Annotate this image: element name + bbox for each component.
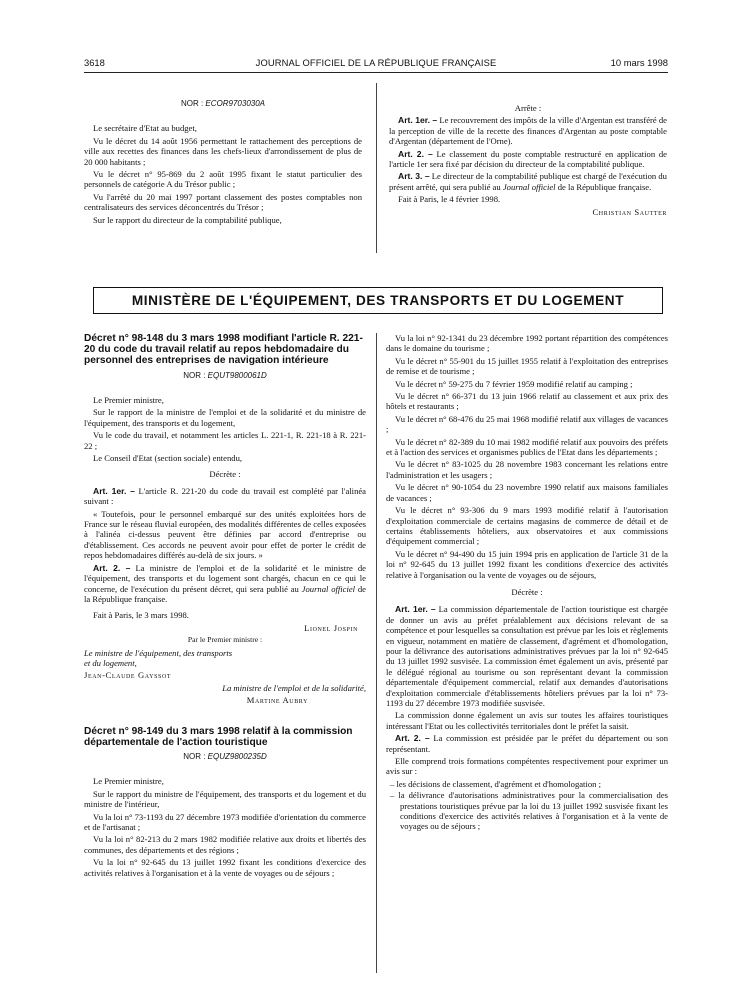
quoted-text: « Toutefois, pour le personnel embarqué sur des unités exploitées hors de France sur le réseau fluvial européen, des modalités différentes de celles exposées à l'alinéa ci-dessus peuvent être définies par accord d'entreprise ou d'établissement. Ces accords ne peuvent avoir pour effet de porter le crédit de repos hebdomadaires différés au-delà de six jours. » [84,508,366,561]
paragraph: Vu le décret n° 68-476 du 25 mai 1968 modifié relatif aux villages de vacances ; [386,413,668,435]
paragraph: Vu le décret n° 83-1025 du 28 novembre 1983 concernant les relations entre l'administration et les usagers ; [386,459,668,480]
paragraph: Sur le rapport de la ministre de l'emploi et de la solidarité et du ministre de l'équipement, des transports et du logement, [84,407,366,428]
minister-title: La ministre de l'emploi et de la solidarité, [222,682,366,693]
column-divider [376,333,377,973]
article-1: Art. 1er. – Le recouvrement des impôts de la ville d'Argentan est transféré de la perception de ville de la recette des finances d'Argentan au poste comptable d'Argentan (département de l'Orne). [389,115,667,147]
issue-date: 10 mars 1998 [610,57,668,68]
signature: Lionel Jospin [304,622,358,633]
ministry-heading: MINISTÈRE DE L'ÉQUIPEMENT, DES TRANSPORTS ET DU LOGEMENT [131,293,625,308]
nor-code: ECOR9703030A [205,99,266,108]
signature: Martine Aubry [246,695,308,706]
paragraph: Le Conseil d'Etat (section sociale) entendu, [93,453,243,464]
decree-title: Décret n° 98-149 du 3 mars 1998 relatif à la commission départementale de l'action touristique [84,725,353,748]
nor-line: NOR : EQUT9800061D [183,370,267,380]
paragraph: Vu le décret n° 59-275 du 7 février 1959 modifié relatif au camping ; [395,378,633,389]
paragraph: Elle comprend trois formations compétentes respectivement pour exprimer un avis sur : [386,756,668,777]
paragraph: Vu la loi n° 92-645 du 13 juillet 1992 fixant les conditions d'exercice des activités relatives à l'organisation et à la vente de voyages ou de séjours ; [84,857,366,878]
journal-title: JOURNAL OFFICIEL DE LA RÉPUBLIQUE FRANÇAISE [255,57,497,68]
ministry-heading-box [93,287,663,314]
bottom-right-column [386,333,668,833]
signature: Jean-Claude Gayssot [84,670,172,681]
paragraph: Vu le code du travail, et notamment les articles L. 221-1, R. 221-18 à R. 221-22 ; [84,430,366,451]
signature: Christian Sautter [592,206,667,217]
article-2: Art. 2. – La commission est présidée par le préfet du département ou son représentant. [386,733,668,754]
paragraph: Vu l'arrêté du 20 mai 1997 portant classement des postes comptables non centralisateurs des services déconcentrés du Trésor ; [84,191,362,213]
signed-date: Fait à Paris, le 4 février 1998. [398,194,501,205]
column-divider [376,83,377,253]
article-1: Art. 1er. – L'article R. 221-20 du code du travail est complété par l'alinéa suivant : [84,485,366,507]
signed-date: Fait à Paris, le 3 mars 1998. [93,610,189,621]
list-item: – la délivrance d'autorisations administratives pour la commercialisation des prestations touristiques prévue par la loi du 13 juillet 1992 susvisée fixant les conditions d'exercice des activités relatives à l'organisation et à la vente de voyages ou de séjours ; [390,790,668,832]
paragraph: Vu le décret n° 93-306 du 9 mars 1993 modifié relatif à l'autorisation d'exploitation commerciale de certains magasins de commerce de détail et de certains établissements hôteliers, aux observatoires et aux commissions d'équipement commercial ; [386,505,668,547]
article-1: Art. 1er. – La commission départementale de l'action touristique est chargée de donner un avis au préfet préalablement aux décisions relevant de sa compétence et pour lesquelles sa consultation est prévue par les lois et règlements en vigueur, notamment en matière de classement, d'agrément et d'homologation, pour la délivrance des autorisations administratives prévues par la loi n° 92-645 du 13 juillet 1992 susvisée. La commission émet également un avis, présenté par le délégué régional au tourisme ou son représentant devant la commission départementale d'équipement commercial, relatif aux demandes d'autorisations d'exploitation commerciale d'établissements hôteliers prévues par la loi n° 73-1193 du 27 décembre 1973 modifiée susvisée. [386,604,668,708]
top-right-column [389,103,667,219]
paragraph: Vu le décret n° 94-490 du 15 juin 1994 pris en application de l'article 31 de la loi n° 92-645 du 13 juillet 1992 fixant les conditions d'exercice des activités relative à l'organisation ou la vente de voyages ou de séjours, [386,548,668,580]
paragraph: Le Premier ministre, [93,395,164,406]
paragraph: Vu le décret n° 66-371 du 13 juin 1966 relatif au classement et aux prix des hôtels et restaurants ; [386,391,668,412]
list-item: – les décisions de classement, d'agrément et d'homologation ; [390,778,601,789]
nor-line: NOR : ECOR9703030A [180,99,266,108]
nor-code: EQUT9800061D [207,370,267,380]
paragraph: Vu le décret n° 82-389 du 10 mai 1982 modifié relatif aux pouvoirs des préfets et à l'action des services et organismes publics de l'Etat dans les départements ; [386,436,668,458]
decree-title: Décret n° 98-148 du 3 mars 1998 modifiant l'article R. 221-20 du code du travail relatif au repos hebdomadaire du personnel des entreprises de navigation intérieure [84,333,363,367]
par-line: Par le Premier ministre : [187,635,263,645]
arrete-heading: Arrête : [514,103,542,113]
paragraph: Sur le rapport du ministre de l'équipement, des transports et du logement et du ministre de l'intérieur, [84,788,366,810]
bottom-left-column [84,333,366,880]
minister-title: Le ministre de l'équipement, des transports et du logement, [84,647,233,668]
paragraph: Vu le décret du 14 août 1956 permettant le rattachement des perceptions de ville aux recettes des finances dans les chefs-lieux d'arrondissement de plus de 20 000 habitants ; [84,135,362,167]
nor-line: NOR : EQUZ9800235D [183,751,267,761]
paragraph: Vu la loi n° 73-1193 du 27 décembre 1973 modifiée d'orientation du commerce et de l'artisanat ; [84,811,366,833]
decrete-heading: Décrète : [511,586,543,597]
page-header [84,57,668,71]
article-2: Art. 2. – La ministre de l'emploi et de la solidarité et le ministre de l'équipement, des transports et du logement sont chargés, chacun en ce qui le concerne, de l'exécution du présent décret, qui sera publié au Journal officiel de la République française. [84,562,366,604]
paragraph: Vu le décret n° 55-901 du 15 juillet 1955 relatif à l'exploitation des entreprises de remise et de tourisme ; [386,355,668,377]
formations-list [386,779,668,832]
paragraph: Vu la loi n° 92-1341 du 23 décembre 1992 portant répartition des compétences dans le domaine du tourisme ; [386,333,668,354]
paragraph: Vu la loi n° 82-213 du 2 mars 1982 modifiée relative aux droits et libertés des communes, des départements et des régions ; [84,834,366,855]
header-rule [84,72,668,73]
paragraph: Vu le décret n° 95-869 du 2 août 1995 fixant le statut particulier des personnels de catégorie A du Trésor public ; [84,169,362,190]
paragraph: La commission donne également un avis sur toutes les affaires touristiques intéressant l'Etat ou les collectivités territoriales dont le préfet la saisit. [386,710,668,731]
paragraph: Le secrétaire d'Etat au budget, [93,123,197,134]
paragraph: Sur le rapport du directeur de la comptabilité publique, [93,214,282,225]
paragraph: Le Premier ministre, [93,776,164,787]
page-number: 3618 [84,57,105,68]
paragraph: Vu le décret n° 90-1054 du 23 novembre 1990 relatif aux maisons familiales de vacances ; [386,482,668,503]
nor-code: EQUZ9800235D [207,751,267,761]
article-2: Art. 2. – Le classement du poste comptable restructuré en application de l'article 1er sera fixé par décision du directeur de la comptabilité publique. [389,148,667,170]
top-left-column [84,99,362,227]
article-3: Art. 3. – Le directeur de la comptabilité publique est chargé de l'exécution du présent arrêté, qui sera publié au Journal officiel de la République française. [389,171,667,192]
decrete-heading: Décrète : [209,469,241,480]
